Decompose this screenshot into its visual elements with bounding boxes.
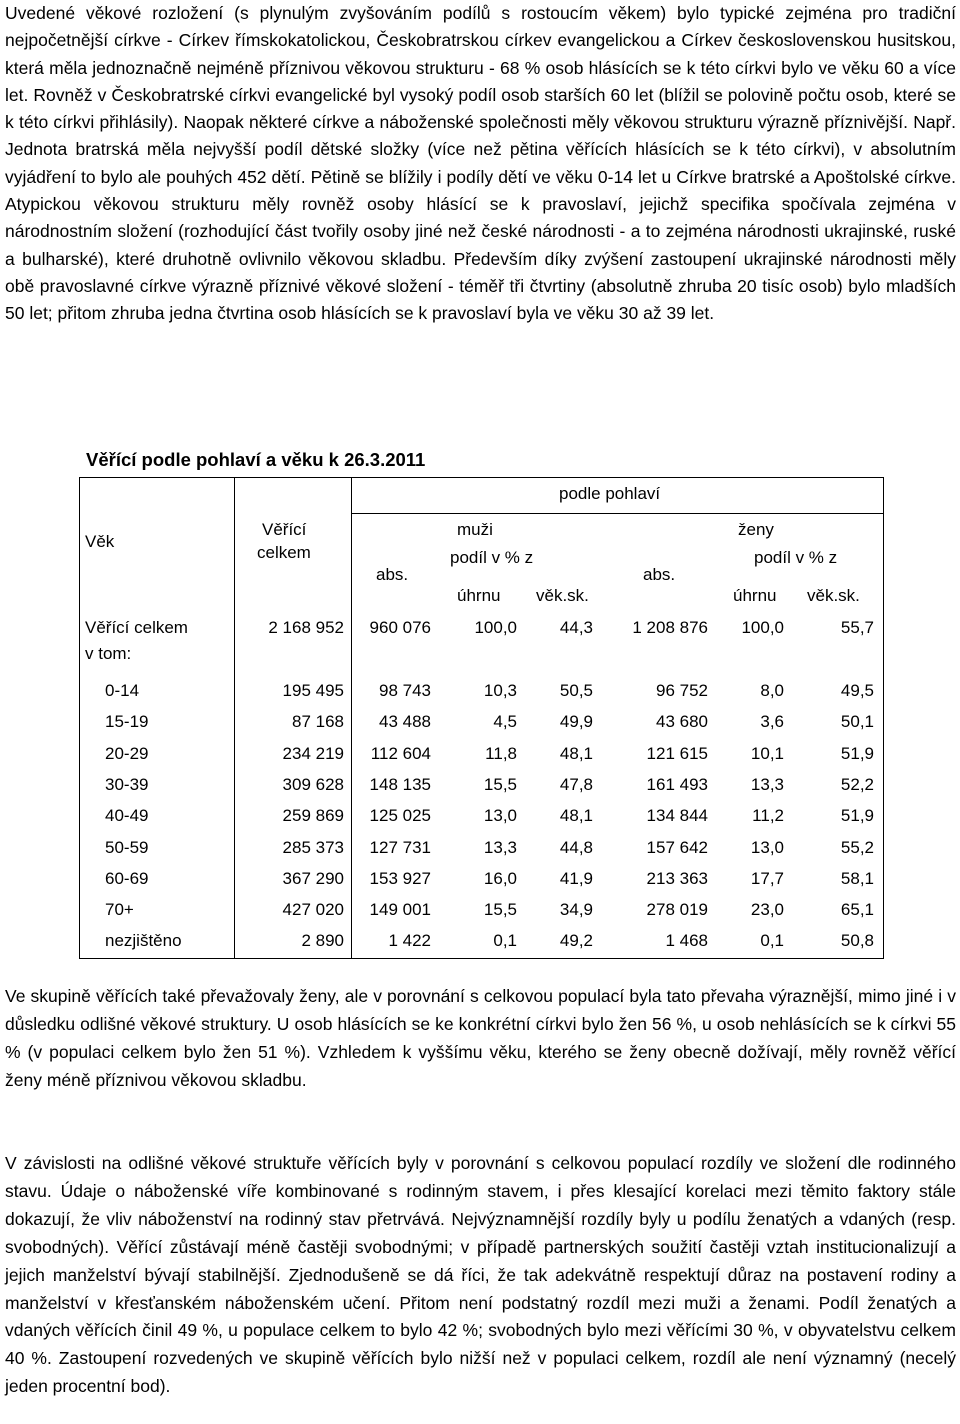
total-zeny-abs-cell: 1 208 876 <box>632 618 708 637</box>
zeny-podil-uhrnu-cell: 13,3 <box>750 775 784 794</box>
verici-celkem-cell: 367 290 <box>282 869 344 888</box>
table-divider <box>351 478 352 958</box>
muzi-podil-uhrnu-cell: 15,5 <box>483 775 517 794</box>
age-group-label: 50-59 <box>105 838 149 857</box>
zeny-abs-cell: 213 363 <box>646 869 708 888</box>
header-abs-muzi: abs. <box>376 565 409 584</box>
header-abs-zeny: abs. <box>643 565 676 584</box>
muzi-podil-uhrnu-cell: 0,1 <box>493 931 517 950</box>
muzi-abs-cell: 43 488 <box>379 712 431 731</box>
muzi-abs-cell: 112 604 <box>370 744 431 763</box>
muzi-abs-cell: 98 743 <box>379 681 431 700</box>
header-uhrnu-zeny: úhrnu <box>733 586 777 605</box>
age-group-label: 30-39 <box>105 775 149 794</box>
total-muzi-abs-cell: 960 076 <box>369 618 431 637</box>
zeny-podil-veksk-cell: 51,9 <box>840 744 874 763</box>
age-group-label: nezjištěno <box>105 931 182 950</box>
zeny-podil-veksk-cell: 51,9 <box>840 806 874 825</box>
age-group-label: 0-14 <box>105 681 140 700</box>
header-muzi: muži <box>457 520 493 539</box>
verici-celkem-cell: 427 020 <box>282 900 344 919</box>
paragraph-2: Ve skupině věřících také převažovaly ženy, ale v porovnání s celkovou populací byla tato převaha výraznější, mimo jiné i v důsledku odlišné věkové struktury. U osob hlásících se ke konkrétní církvi bylo žen 56 %, u osob nehlásících se k církvi 55 % (v populaci celkem bylo žen 51 %). Vzhledem k vyššímu věku, kterého se ženy obecně dožívají, měly rovněž věřící ženy méně příznivou věkovou skladbu. <box>5 986 956 1090</box>
believers-by-sex-and-age-table <box>79 477 884 959</box>
zeny-podil-uhrnu-cell: 23,0 <box>750 900 784 919</box>
total-zeny-podil-uhrnu-cell: 100,0 <box>741 618 784 637</box>
table-divider <box>234 478 235 958</box>
zeny-podil-uhrnu-cell: 0,1 <box>760 931 784 950</box>
total-row-sublabel: v tom: <box>85 644 132 663</box>
verici-celkem-cell: 87 168 <box>292 712 344 731</box>
muzi-podil-veksk-cell: 47,8 <box>559 775 593 794</box>
header-veksk-zeny: věk.sk. <box>807 586 860 605</box>
zeny-abs-cell: 43 680 <box>656 712 708 731</box>
zeny-abs-cell: 278 019 <box>646 900 708 919</box>
muzi-podil-uhrnu-cell: 10,3 <box>483 681 517 700</box>
total-muzi-podil-uhrnu-cell: 100,0 <box>474 618 517 637</box>
verici-celkem-cell: 259 869 <box>282 806 344 825</box>
zeny-podil-veksk-cell: 50,1 <box>840 712 874 731</box>
muzi-abs-cell: 1 422 <box>388 931 431 950</box>
table-divider <box>351 513 883 514</box>
zeny-abs-cell: 134 844 <box>646 806 708 825</box>
zeny-podil-uhrnu-cell: 13,0 <box>750 838 784 857</box>
table-title: Věřící podle pohlaví a věku k 26.3.2011 <box>86 449 426 470</box>
muzi-podil-uhrnu-cell: 16,0 <box>483 869 517 888</box>
zeny-abs-cell: 161 493 <box>646 775 708 794</box>
zeny-podil-uhrnu-cell: 8,0 <box>760 681 784 700</box>
age-group-label: 15-19 <box>105 712 149 731</box>
header-zeny: ženy <box>738 520 774 539</box>
verici-celkem-cell: 2 890 <box>301 931 344 950</box>
muzi-podil-veksk-cell: 48,1 <box>559 744 593 763</box>
age-group-label: 20-29 <box>105 744 149 763</box>
header-podil-zeny: podíl v % z <box>754 548 838 567</box>
zeny-podil-uhrnu-cell: 3,6 <box>760 712 784 731</box>
header-podle-pohlavi: podle pohlaví <box>559 484 661 503</box>
zeny-podil-veksk-cell: 58,1 <box>840 869 874 888</box>
zeny-podil-uhrnu-cell: 17,7 <box>750 869 784 888</box>
age-group-label: 40-49 <box>105 806 149 825</box>
muzi-podil-uhrnu-cell: 15,5 <box>483 900 517 919</box>
muzi-podil-uhrnu-cell: 13,0 <box>483 806 517 825</box>
muzi-abs-cell: 153 927 <box>369 869 431 888</box>
muzi-podil-uhrnu-cell: 11,8 <box>485 744 517 763</box>
zeny-podil-veksk-cell: 52,2 <box>840 775 874 794</box>
muzi-abs-cell: 148 135 <box>369 775 431 794</box>
verici-celkem-cell: 234 219 <box>282 744 344 763</box>
total-verici-celkem-cell: 2 168 952 <box>268 618 344 637</box>
header-veksk-muzi: věk.sk. <box>536 586 589 605</box>
muzi-podil-veksk-cell: 34,9 <box>559 900 593 919</box>
header-verici-celkem: Věřící <box>262 520 307 539</box>
header-uhrnu-muzi: úhrnu <box>457 586 501 605</box>
header-verici-celkem: celkem <box>257 543 311 562</box>
muzi-podil-veksk-cell: 48,1 <box>559 806 593 825</box>
zeny-podil-veksk-cell: 49,5 <box>840 681 874 700</box>
zeny-abs-cell: 1 468 <box>665 931 708 950</box>
total-muzi-podil-veksk-cell: 44,3 <box>559 618 593 637</box>
zeny-podil-veksk-cell: 55,2 <box>840 838 874 857</box>
muzi-podil-veksk-cell: 49,2 <box>559 931 593 950</box>
muzi-abs-cell: 127 731 <box>369 838 431 857</box>
age-group-label: 70+ <box>105 900 134 919</box>
muzi-podil-veksk-cell: 44,8 <box>559 838 593 857</box>
zeny-podil-veksk-cell: 50,8 <box>840 931 874 950</box>
muzi-podil-veksk-cell: 41,9 <box>559 869 593 888</box>
muzi-podil-veksk-cell: 49,9 <box>559 712 593 731</box>
zeny-abs-cell: 157 642 <box>646 838 708 857</box>
total-zeny-podil-veksk-cell: 55,7 <box>840 618 874 637</box>
verici-celkem-cell: 285 373 <box>282 838 344 857</box>
verici-celkem-cell: 309 628 <box>282 775 344 794</box>
muzi-podil-veksk-cell: 50,5 <box>559 681 593 700</box>
header-vek: Věk <box>85 532 115 551</box>
header-podil-muzi: podíl v % z <box>450 548 534 567</box>
zeny-abs-cell: 96 752 <box>656 681 708 700</box>
paragraph-3: V závislosti na odlišné věkové struktuře věřících byly v porovnání s celkovou populací rozdíly ve složení dle rodinného stavu. Údaje o náboženské víře kombinované s rodinným stavem, i přes klesající korelaci mezi těmito faktory stále dokazují, že vliv náboženství na rodinný stav přetrvává. Nejvýznamnější rozdíly byly u podílu ženatých a vdaných (resp. svobodných). Věřící zůstávají méně častěji svobodnými; v případě partnerských soužití častěji vztah institucionalizují a jejich manželství bývají stabilnější. Zjednodušeně se dá říci, že tak adekvátně respektují důraz na postavení rodiny a manželství v křesťanském náboženském učení. Přitom není podstatný rozdíl mezi muži a ženami. Podíl ženatých a vdaných věřících činil 49 %, u populace celkem to bylo 42 %; svobodných bylo mezi věřícími 30 %, v obyvatelstvu celkem 40 %. Zastoupení rozvedených ve skupině věřících bylo nižší než v populaci celkem, rozdíl ale není významný (necelý jeden procentní bod). <box>5 1153 956 1397</box>
muzi-abs-cell: 149 001 <box>369 900 431 919</box>
intro-paragraph: Uvedené věkové rozložení (s plynulým zvyšováním podílů s rostoucím věkem) bylo typické zejména pro tradiční nejpočetnější církve - Církev římskokatolickou, Českobratrskou církev evangelickou a Církev československou husitskou, která měla jednoznačně nejméně příznivou věkovou strukturu - 68 % osob hlásících se k této církvi bylo ve věku 60 a více let. Rovněž v Českobratrské církvi evangelické byl vysoký podíl osob starších 60 let (blížil se polovině počtu osob, které se k této církvi přihlásily). Naopak některé církve a náboženské společnosti měly věkovou strukturu výrazně příznivější. Např. Jednota bratrská měla nejvyšší podíl dětské složky (více než pětina věřících hlásících se k této církvi), v absolutním vyjádření to bylo ale pouhých 452 dětí. Pětině se blížily i podíly dětí ve věku 0-14 let u Církve bratrské a Apoštolské církve. Atypickou věkovou strukturu měly rovněž osoby hlásící se k pravoslaví, jejichž specifika spočívala zejména v národnostním složení (rozhodující část tvořily osoby jiné než české národnosti - a to zejména národnosti ukrajinské, ruské a bulharské), které druhotně ovlivnilo věkovou skladbu. Především díky zvýšení zastoupení ukrajinské národnosti měly obě pravoslavné církve výrazně příznivé věkové složení - téměř tři čtvrtiny (absolutně zhruba 20 tisíc osob) bylo mladších 50 let; přitom zhruba jedna čtvrtina osob hlásících se k pravoslaví byla ve věku 30 až 39 let. <box>5 3 956 324</box>
verici-celkem-cell: 195 495 <box>282 681 344 700</box>
muzi-abs-cell: 125 025 <box>369 806 431 825</box>
age-group-label: 60-69 <box>105 869 149 888</box>
zeny-podil-uhrnu-cell: 11,2 <box>752 806 784 825</box>
zeny-abs-cell: 121 615 <box>646 744 708 763</box>
zeny-podil-veksk-cell: 65,1 <box>840 900 874 919</box>
zeny-podil-uhrnu-cell: 10,1 <box>750 744 784 763</box>
total-row-label: Věřící celkem <box>85 618 188 637</box>
muzi-podil-uhrnu-cell: 13,3 <box>483 838 517 857</box>
muzi-podil-uhrnu-cell: 4,5 <box>493 712 517 731</box>
